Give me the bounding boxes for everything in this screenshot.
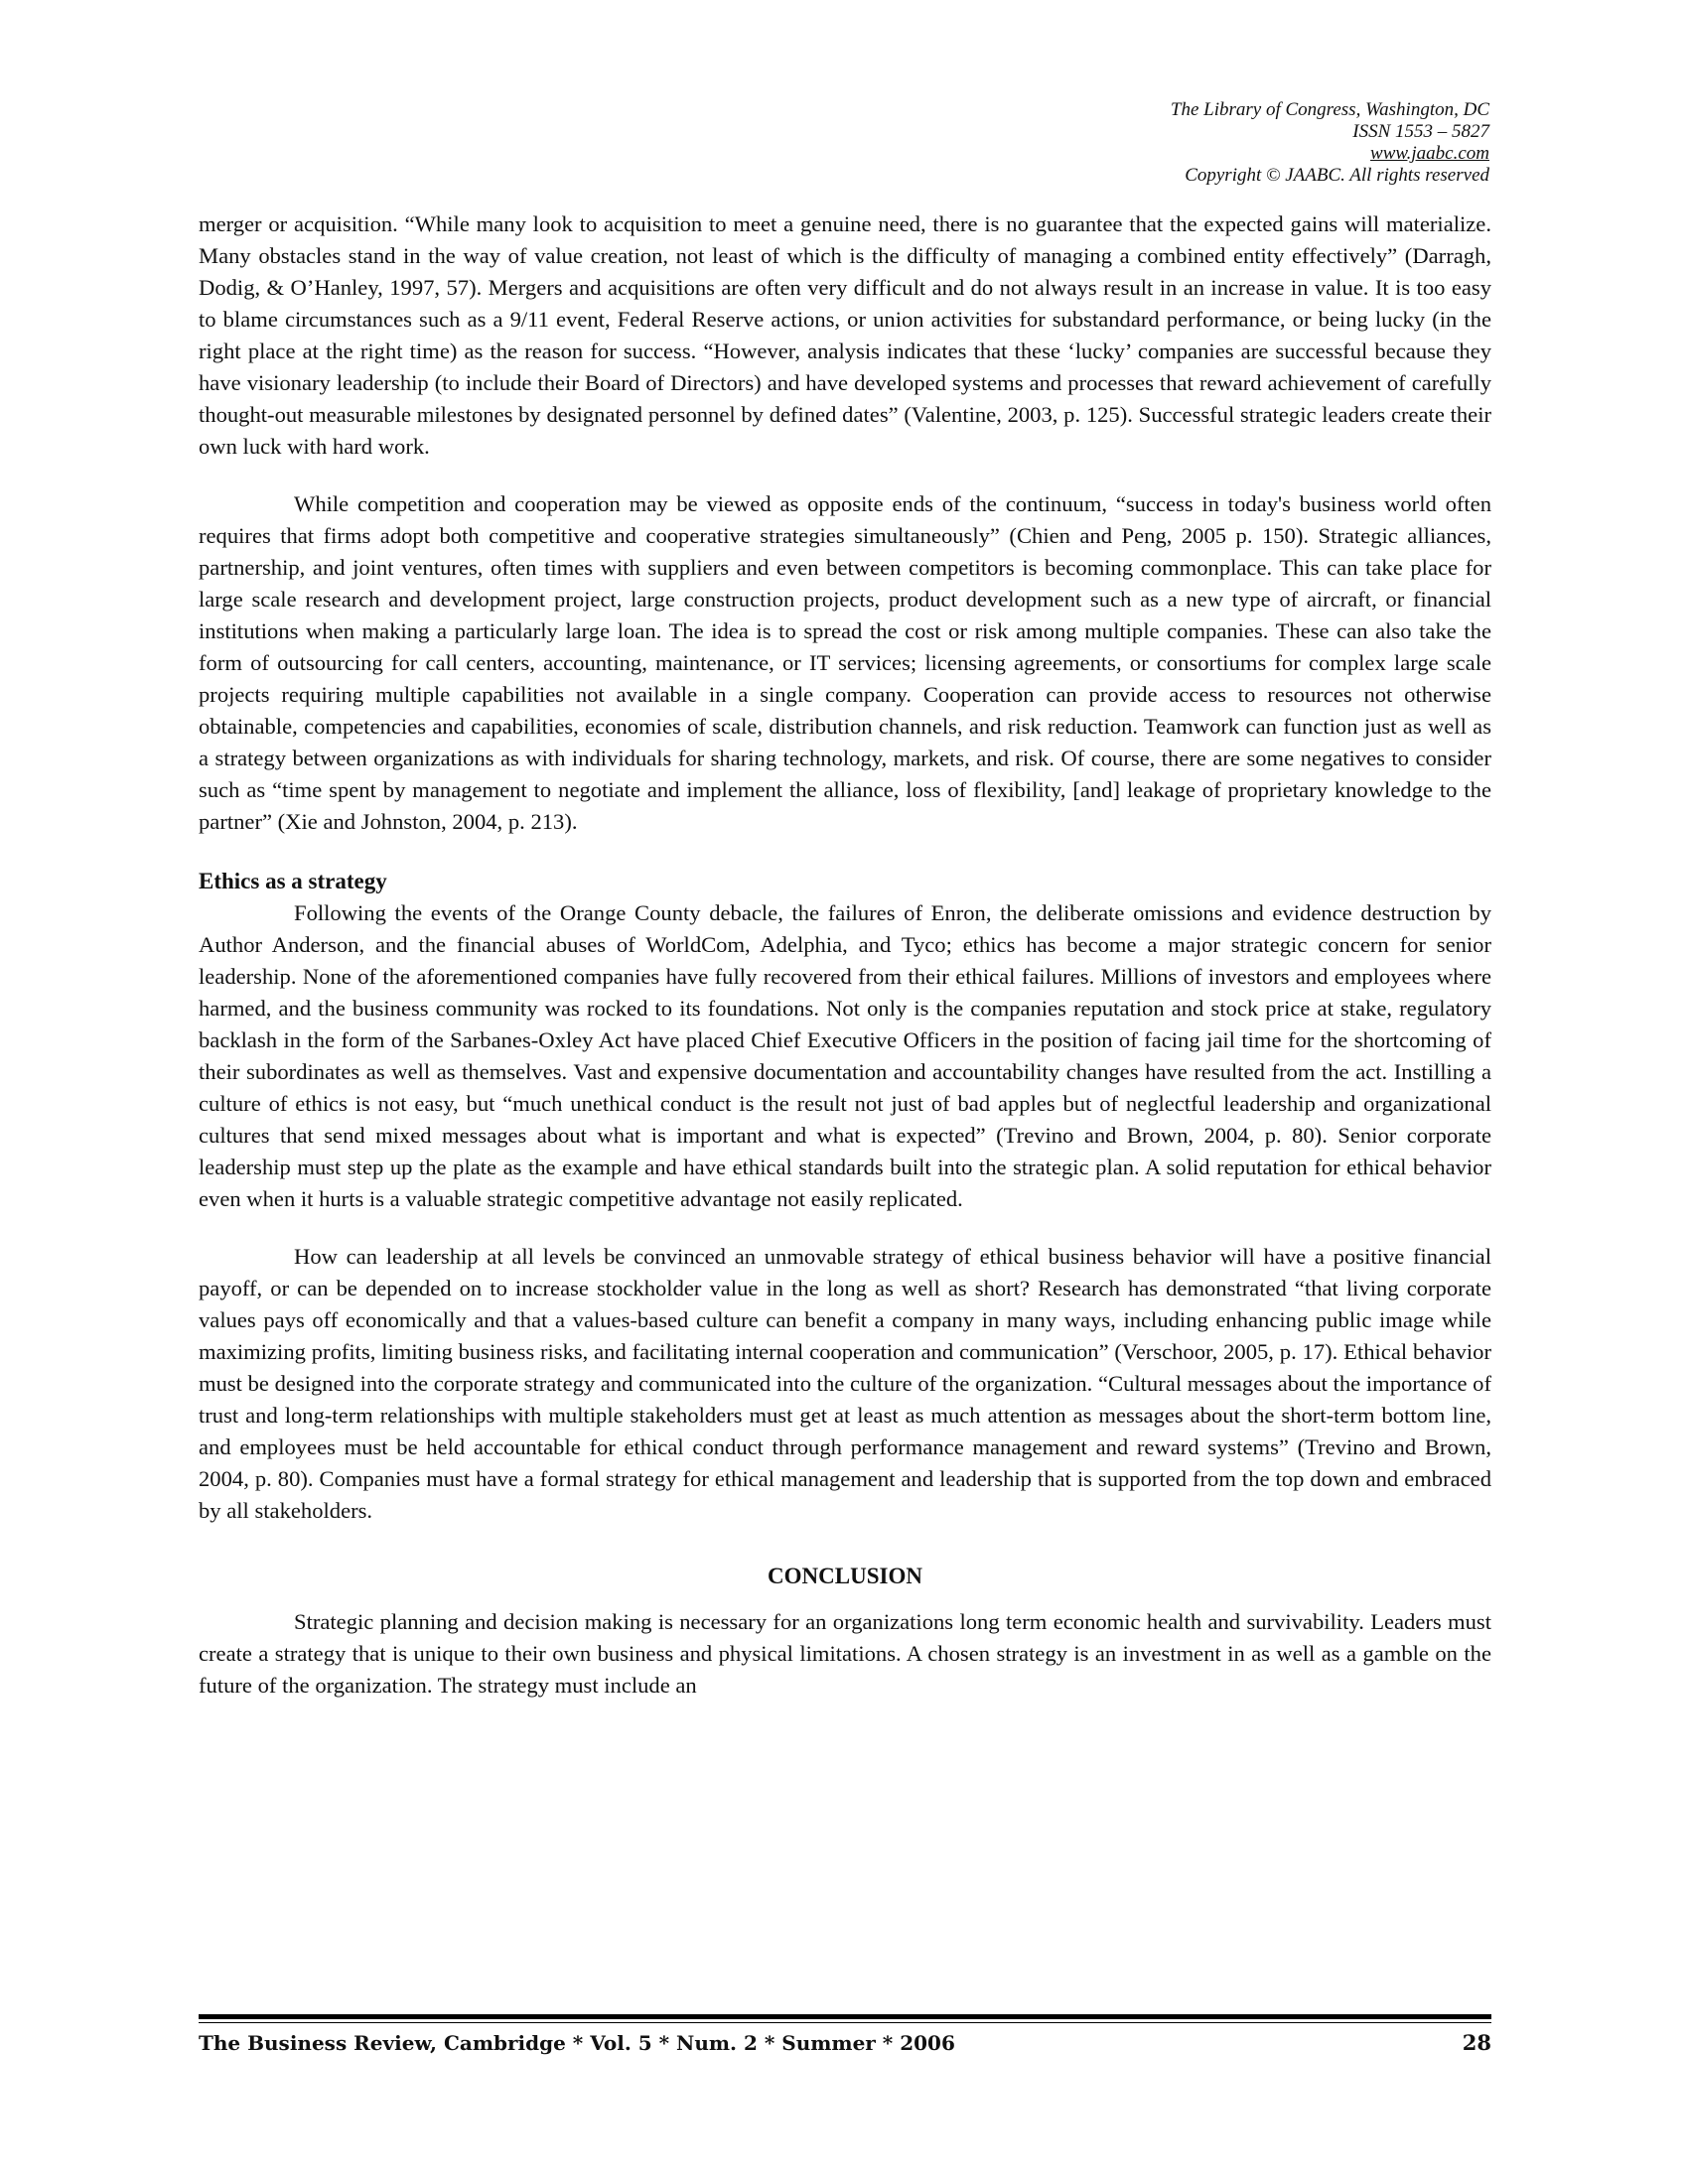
footer-divider-thick bbox=[199, 2014, 1491, 2019]
article-body bbox=[199, 208, 1491, 1702]
paragraph-cooperation: While competition and cooperation may be viewed as opposite ends of the continuum, “success in today's business world often requires that firms adopt both competitive and cooperative strategies simultaneously” (Chien and Peng, 2005 p. 150). Strategic alliances, partnership, and joint ventures, often times with suppliers and even between competitors is becoming commonplace. This can take place for large scale research and development project, large construction projects, product development such as a new type of aircraft, or financial institutions when making a particularly large loan. The idea is to spread the cost or risk among multiple companies. These can also take the form of outsourcing for call centers, accounting, maintenance, or IT services; licensing agreements, or consortiums for complex large scale projects requiring multiple capabilities not available in a single company. Cooperation can provide access to resources not otherwise obtainable, competencies and capabilities, economies of scale, distribution channels, and risk reduction. Teamwork can function just as well as a strategy between organizations as with individuals for sharing technology, markets, and risk. Of course, there are some negatives to consider such as “time spent by management to negotiate and implement the alliance, loss of flexibility, [and] leakage of proprietary knowledge to the partner” (Xie and Johnston, 2004, p. 213). bbox=[199, 491, 1491, 834]
section-heading-ethics: Ethics as a strategy bbox=[199, 869, 387, 893]
footer-journal-citation: The Business Review, Cambridge * Vol. 5 * Num. 2 * Summer * 2006 bbox=[199, 2031, 955, 2055]
paragraph-conclusion: Strategic planning and decision making is necessary for an organizations long term economic health and survivability. Leaders must create a strategy that is unique to their own business and physical limitations. A chosen strategy is an investment in as well as a gamble on the future of the organization. The strategy must include an bbox=[199, 1609, 1491, 1698]
section-heading-conclusion: CONCLUSION bbox=[768, 1564, 922, 1588]
page-footer bbox=[199, 2030, 1491, 2055]
footer-divider-thin bbox=[199, 2022, 1491, 2023]
paragraph-ethics: Following the events of the Orange County debacle, the failures of Enron, the deliberate omissions and evidence destruction by Author Anderson, and the financial abuses of WorldCom, Adelphia, and Tyco; ethics has become a major strategic concern for senior leadership. None of the aforementioned companies have fully recovered from their ethical failures. Millions of investors and employees where harmed, and the business community was rocked to its foundations. Not only is the companies reputation and stock price at stake, regulatory backlash in the form of the Sarbanes-Oxley Act have placed Chief Executive Officers in the position of facing jail time for the shortcoming of their subordinates as well as themselves. Vast and expensive documentation and accountability changes have resulted from the act. Instilling a culture of ethics is not easy, but “much unethical conduct is the result not just of bad apples but of neglectful leadership and organizational cultures that send mixed messages about what is important and what is expected” (Trevino and Brown, 2004, p. 80). Senior corporate leadership must step up the plate as the example and have ethical standards built into the strategic plan. A solid reputation for ethical behavior even when it hurts is a valuable strategic competitive advantage not easily replicated. bbox=[199, 900, 1491, 1211]
header-copyright: Copyright © JAABC. All rights reserved bbox=[1185, 165, 1489, 186]
page-number: 28 bbox=[1462, 2030, 1491, 2055]
header-website-link[interactable]: www.jaabc.com bbox=[1370, 143, 1489, 164]
page-header bbox=[1171, 99, 1489, 187]
header-issn: ISSN 1553 – 5827 bbox=[1352, 121, 1489, 142]
paragraph-merger: merger or acquisition. “While many look to acquisition to meet a genuine need, there is no guarantee that the expected gains will materialize. Many obstacles stand in the way of value creation, not least of which is the difficulty of managing a combined entity effectively” (Darragh, Dodig, & O’Hanley, 1997, 57). Mergers and acquisitions are often very difficult and do not always result in an increase in value. It is too easy to blame circumstances such as a 9/11 event, Federal Reserve actions, or union activities for substandard performance, or being lucky (in the right place at the right time) as the reason for success. “However, analysis indicates that these ‘lucky’ companies are successful because they have visionary leadership (to include their Board of Directors) and have developed systems and processes that reward achievement of carefully thought-out measurable milestones by designated personnel by defined dates” (Valentine, 2003, p. 125). Successful strategic leaders create their own luck with hard work. bbox=[199, 211, 1491, 459]
paragraph-leadership: How can leadership at all levels be convinced an unmovable strategy of ethical business behavior will have a positive financial payoff, or can be depended on to increase stockholder value in the long as well as short? Research has demonstrated “that living corporate values pays off economically and that a values-based culture can benefit a company in many ways, including enhancing public image while maximizing profits, limiting business risks, and facilitating internal cooperation and communication” (Verschoor, 2005, p. 17). Ethical behavior must be designed into the corporate strategy and communicated into the culture of the organization. “Cultural messages about the importance of trust and long-term relationships with multiple stakeholders must get at least as much attention as messages about the short-term bottom line, and employees must be held accountable for ethical conduct through performance management and reward systems” (Trevino and Brown, 2004, p. 80). Companies must have a formal strategy for ethical management and leadership that is supported from the top down and embraced by all stakeholders. bbox=[199, 1244, 1491, 1523]
header-library: The Library of Congress, Washington, DC bbox=[1170, 99, 1489, 120]
